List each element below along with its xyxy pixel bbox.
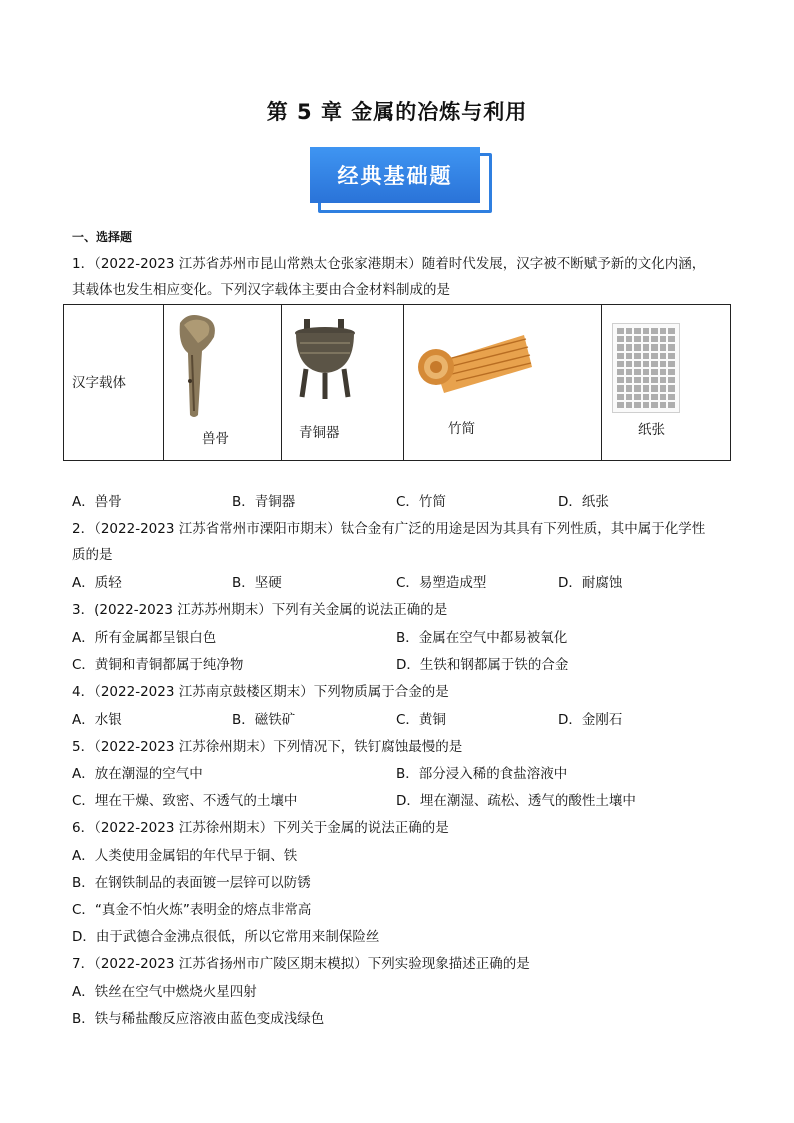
q7-option-b[interactable]: B．铁与稀盐酸反应溶液由蓝色变成浅绿色 bbox=[72, 1011, 325, 1027]
q5-option-d[interactable]: D．埋在潮湿、疏松、透气的酸性土壤中 bbox=[396, 793, 636, 809]
q2-option-d[interactable]: D．耐腐蚀 bbox=[558, 575, 623, 591]
question-1-line-1: 1．（2022-2023 江苏省苏州市昆山常熟太仓张家港期末）随着时代发展，汉字被不断赋予新的文化内涵， bbox=[72, 256, 706, 272]
caption-bamboo: 竹简 bbox=[448, 421, 475, 437]
carrier-table bbox=[63, 304, 731, 461]
q1-option-a[interactable]: A．兽骨 bbox=[72, 494, 122, 510]
q3-option-b[interactable]: B．金属在空气中都易被氧化 bbox=[396, 630, 568, 646]
question-1-line-2: 其载体也发生相应变化。下列汉字载体主要由合金材料制成的是 bbox=[72, 282, 450, 298]
question-5-line-1: 5．（2022-2023 江苏徐州期末）下列情况下，铁钉腐蚀最慢的是 bbox=[72, 739, 463, 755]
q1-option-b[interactable]: B．青铜器 bbox=[232, 494, 296, 510]
q5-option-a[interactable]: A．放在潮湿的空气中 bbox=[72, 766, 203, 782]
q3-option-d[interactable]: D．生铁和钢都属于铁的合金 bbox=[396, 657, 569, 673]
caption-bone: 兽骨 bbox=[202, 431, 229, 447]
question-6-line-1: 6．（2022-2023 江苏徐州期末）下列关于金属的说法正确的是 bbox=[72, 820, 449, 836]
q6-option-b[interactable]: B．在钢铁制品的表面镀一层锌可以防锈 bbox=[72, 875, 311, 891]
carrier-row-label: 汉字载体 bbox=[72, 375, 126, 391]
q5-option-b[interactable]: B．部分浸入稀的食盐溶液中 bbox=[396, 766, 568, 782]
caption-bronze: 青铜器 bbox=[299, 425, 340, 441]
q1-option-c[interactable]: C．竹简 bbox=[396, 494, 446, 510]
question-2-line-2: 质的是 bbox=[72, 547, 113, 563]
q3-option-c[interactable]: C．黄铜和青铜都属于纯净物 bbox=[72, 657, 244, 673]
animal-bone-image bbox=[174, 311, 224, 419]
carrier-bronze-cell bbox=[282, 305, 404, 461]
q4-option-c[interactable]: C．黄铜 bbox=[396, 712, 446, 728]
q4-option-b[interactable]: B．磁铁矿 bbox=[232, 712, 296, 728]
bamboo-slips-image bbox=[414, 323, 534, 393]
q5-option-c[interactable]: C．埋在干燥、致密、不透气的土壤中 bbox=[72, 793, 298, 809]
section-heading: 一、选择题 bbox=[72, 230, 133, 244]
q3-option-a[interactable]: A．所有金属都呈银白色 bbox=[72, 630, 217, 646]
carrier-label-cell bbox=[64, 305, 164, 461]
q4-option-a[interactable]: A．水银 bbox=[72, 712, 122, 728]
carrier-paper-cell bbox=[602, 305, 731, 461]
q2-option-b[interactable]: B．坚硬 bbox=[232, 575, 282, 591]
page-title: 第 5 章 金属的冶炼与利用 bbox=[266, 100, 528, 124]
question-3-line-1: 3．(2022-2023 江苏苏州期末）下列有关金属的说法正确的是 bbox=[72, 602, 448, 618]
q6-option-c[interactable]: C．“真金不怕火炼”表明金的熔点非常高 bbox=[72, 902, 312, 918]
bronze-vessel-image bbox=[290, 317, 360, 399]
question-7-line-1: 7．（2022-2023 江苏省扬州市广陵区期末模拟）下列实验现象描述正确的是 bbox=[72, 956, 530, 972]
q4-option-d[interactable]: D．金刚石 bbox=[558, 712, 623, 728]
q2-option-c[interactable]: C．易塑造成型 bbox=[396, 575, 487, 591]
carrier-bone-cell bbox=[164, 305, 282, 461]
q2-option-a[interactable]: A．质轻 bbox=[72, 575, 122, 591]
question-2-line-1: 2．（2022-2023 江苏省常州市溧阳市期末）钛合金有广泛的用途是因为其具有下列性质，其中属于化学性 bbox=[72, 521, 706, 537]
caption-paper: 纸张 bbox=[638, 422, 665, 438]
carrier-bamboo-cell bbox=[404, 305, 602, 461]
q7-option-a[interactable]: A．铁丝在空气中燃烧火星四射 bbox=[72, 984, 257, 1000]
q1-option-d[interactable]: D．纸张 bbox=[558, 494, 609, 510]
q6-option-a[interactable]: A．人类使用金属铝的年代早于铜、铁 bbox=[72, 848, 298, 864]
question-4-line-1: 4．（2022-2023 江苏南京鼓楼区期末）下列物质属于合金的是 bbox=[72, 684, 449, 700]
q6-option-d[interactable]: D．由于武德合金沸点很低，所以它常用来制保险丝 bbox=[72, 929, 380, 945]
badge-label: 经典基础题 bbox=[310, 147, 480, 203]
section-badge bbox=[310, 147, 488, 209]
paper-image bbox=[612, 323, 680, 413]
